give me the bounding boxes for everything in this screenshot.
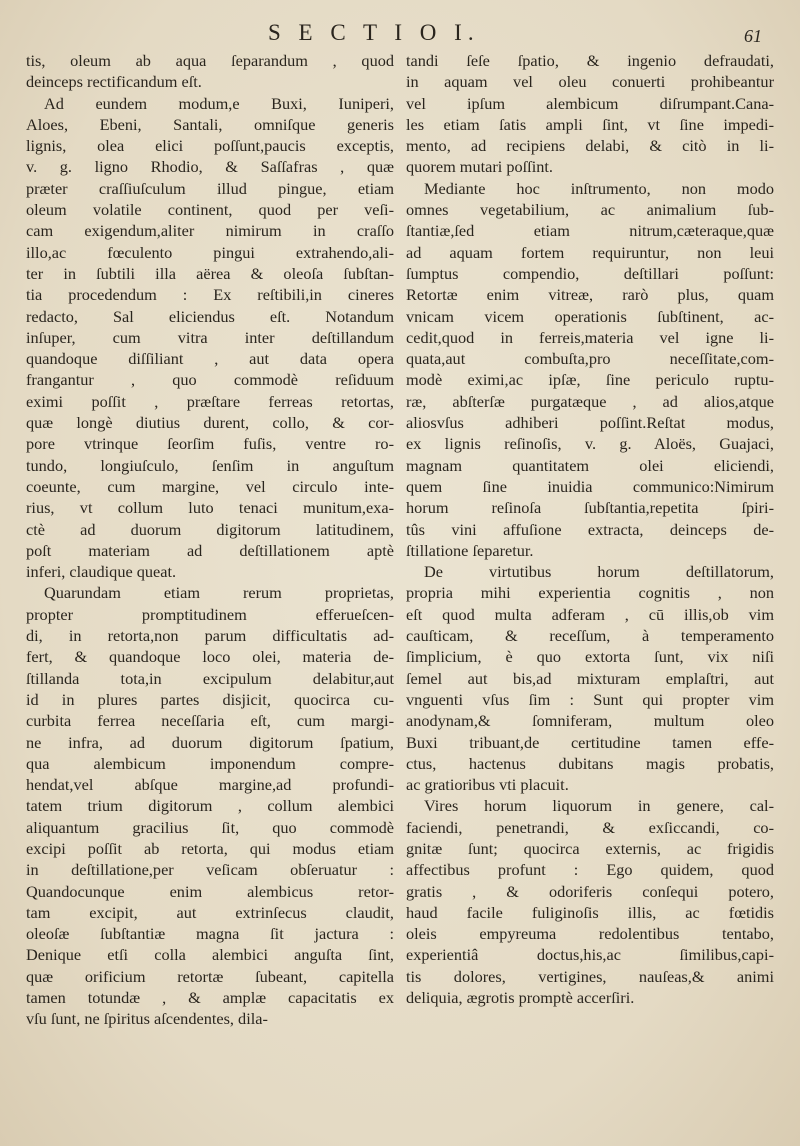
text-line: ex lignis reſinoſis, v. g. Aloës, Guajaci, [406,434,774,454]
text-line: di, in retorta,non parum difficultatis ad- [26,626,394,646]
text-line: cauſticam, & receſſum, à temperamento [406,626,774,646]
text-line: eximi poſſit , præſtare ferreas retortas, [26,391,394,411]
text-line: quandoque diſſiliant , aut data opera [26,349,394,369]
text-line: ad aquam fortem requiruntur, non leui [406,242,774,262]
text-line: Buxi tribuant,de certitudine tamen effe- [406,732,774,752]
text-line: frangantur , quo commodè reſiduum [26,370,394,390]
text-line: rius, vt collum luto tenaci munitum,exa- [26,498,394,518]
text-line: Aloes, Ebeni, Santali, omniſque generis [26,114,394,134]
text-line: tis, oleum ab aqua ſeparandum , quod [26,51,394,70]
text-line: tis dolores, vertigines, nauſeas,& animi [406,966,774,986]
text-line: vnicam vicem operationis ſubſtinent, ac- [406,306,774,326]
text-line: horum reſinoſa ſubſtantia,repetita ſpiri- [406,498,774,518]
page-header [0,20,800,50]
text-line: Retortæ enim vitreæ, rarò plus, quam [406,285,774,305]
text-line: tam excipit, aut extrinſecus claudit, [26,902,394,922]
text-line: vel ipſum alembicum diſrumpant.Cana- [406,93,774,113]
text-line: quæ longè diutius durent, collo, & cor- [26,413,394,433]
text-line: ſtillatione ſeparetur. [406,540,534,560]
text-line: haud facile fuliginoſis illis, ac fœtidis [406,902,774,922]
text-line: vſu ſunt, ne ſpiritus aſcendentes, dila- [26,1009,268,1029]
text-line: in aquam vel oleu conuerti prohibeantur [406,72,774,92]
text-line: v. g. ligno Rhodio, & Saſſafras , quæ [26,157,394,177]
text-line: poſt materiam ad deſtillationem aptè [26,540,394,560]
text-line: Quandocunque enim alembicus retor- [26,881,394,901]
text-line: quata,aut combuſta,pro neceſſitate,com- [406,349,774,369]
text-line: ctus, hactenus dubitans magis probatis, [406,753,774,773]
text-line: Quarundam etiam rerum proprietas, [44,583,394,603]
text-line: ctè ad duorum digitorum latitudinem, [26,519,394,539]
text-line: coeunte, cum margine, vel circulo inte- [26,476,394,496]
running-head: S E C T I O I. [268,20,480,45]
text-line: in deſtillatione,per veſicam obſeruatur : [26,860,394,880]
text-line: Ad eundem modum,e Buxi, Iuniperi, [44,93,394,113]
text-line: Denique etſi colla alembici anguſta ſint, [26,945,394,965]
text-line: inſuper, cum vitra inter deſtillandum [26,327,394,347]
text-line: inferi, claudique queat. [26,562,177,582]
right-text-column [406,50,774,1008]
text-line: deinceps rectificandum eſt. [26,72,202,92]
text-line: pore vtrinque ſeorſim fuſis, ventre ro- [26,434,394,454]
text-line: eſt quod multa adferam , cū illis,ob vim [406,604,774,624]
text-line: Vires horum liquorum in genere, cal- [424,796,774,816]
text-line: les etiam ſatis ampli ſint, vt ſine impedi- [406,114,774,134]
text-line: quem ſine inuidia communico:Nimirum [406,476,774,496]
text-line: De virtutibus horum deſtillatorum, [424,562,774,582]
text-line: propter promptitudinem efferueſcen- [26,604,394,624]
text-line: aliquantum gracilius ſit, quo commodè [26,817,394,837]
text-line: gratis , & odoriferis conſequi potero, [406,881,774,901]
text-line: mento, ad recipiens delabi, & citò in li- [406,136,774,156]
text-line: redacto, Sal eliciendus eſt. Notandum [26,306,394,326]
text-line: tundo, longiuſculo, ſenſim in anguſtum [26,455,394,475]
text-line: præter craſſiuſculum illud pingue, etiam [26,178,394,198]
text-line: aliosvſus adhiberi poſſint.Reſtat modus, [406,413,774,433]
text-line: tûs vini affuſione extracta, deinceps de- [406,519,774,539]
text-line: gnitæ ſunt; quocirca externis, ac frigidis [406,838,774,858]
text-line: ac gratioribus vti placuit. [406,775,569,795]
text-line: tandi ſeſe ſpatio, & ingenio defraudati, [406,51,774,70]
text-line: lignis, olea elici poſſunt,paucis exceptis, [26,136,394,156]
text-line: ſtillanda tota,in excipulum delabitur,aut [26,668,394,688]
text-line: ter in ſubtili illa aërea & oleoſa ſubſtan- [26,263,394,283]
text-line: oleis empyreuma redolentibus tentabo, [406,924,774,944]
text-line: anodynam,& ſomniferam, multum oleo [406,711,774,731]
text-line: quæ orificium retortæ ſubeant, capitella [26,966,394,986]
text-line: tamen totundæ , & amplæ capacitatis ex [26,988,394,1008]
text-line: ſtantiæ,ſed etiam nitrum,cæteraque,quæ [406,221,774,241]
text-line: affectibus profunt : Ego quidem, quod [406,860,774,880]
text-line: modè eximi,ac ipſæ, ſine periculo ruptu- [406,370,774,390]
text-line: fert, & quandoque loco olei, materia de- [26,647,394,667]
text-line: deliquia, ægrotis promptè accerſiri. [406,988,635,1008]
text-line: ræ, abſterſæ purgatæque , ad alios,atque [406,391,774,411]
text-line: curbita ferrea neceſſaria eſt, cum margi- [26,711,394,731]
text-line: hendat,vel abſque margine,ad profundi- [26,775,394,795]
text-line: omnes vegetabilium, ac animalium ſub- [406,200,774,220]
left-text-column [26,50,394,1030]
text-line: ſumptus compendio, deſtillari poſſunt: [406,263,774,283]
text-line: propria mihi experientia cognitis , non [406,583,774,603]
text-line: magnam quantitatem olei eliciendi, [406,455,774,475]
text-line: ne infra, ad duorum digitorum ſpatium, [26,732,394,752]
text-line: oleum volatile continent, quod per veſi- [26,200,394,220]
text-line: ſimplicium, è quo extorta ſunt, vix niſi [406,647,774,667]
text-line: ſemel aut bis,ad mixturam emplaſtri, aut [406,668,774,688]
text-line: tia procedendum : Ex reſtibili,in cineres [26,285,394,305]
text-line: Mediante hoc inſtrumento, non modo [424,178,774,198]
text-line: vnguenti vſus ſim : Sunt qui propter vim [406,689,774,709]
text-line: qua alembicum imponendum compre- [26,753,394,773]
text-line: oleoſæ ſubſtantiæ magna ſit jactura : [26,924,394,944]
text-line: id in plures partes disjicit, quocirca cu- [26,689,394,709]
text-line: experientiâ doctus,his,ac ſimilibus,capi- [406,945,774,965]
text-line: illo,ac fœculento pingui extrahendo,ali- [26,242,394,262]
text-line: excipi poſſit ab retorta, qui modus etiam [26,838,394,858]
text-line: faciendi, penetrandi, & exſiccandi, co- [406,817,774,837]
text-line: cam exigendum,aliter nimirum in craſſo [26,221,394,241]
text-line: quorem mutari poſſint. [406,157,553,177]
text-line: tatem trium digitorum , collum alembici [26,796,394,816]
text-line: cedit,quod in ferreis,materia vel igne li- [406,327,774,347]
page-number: 61 [744,26,762,46]
